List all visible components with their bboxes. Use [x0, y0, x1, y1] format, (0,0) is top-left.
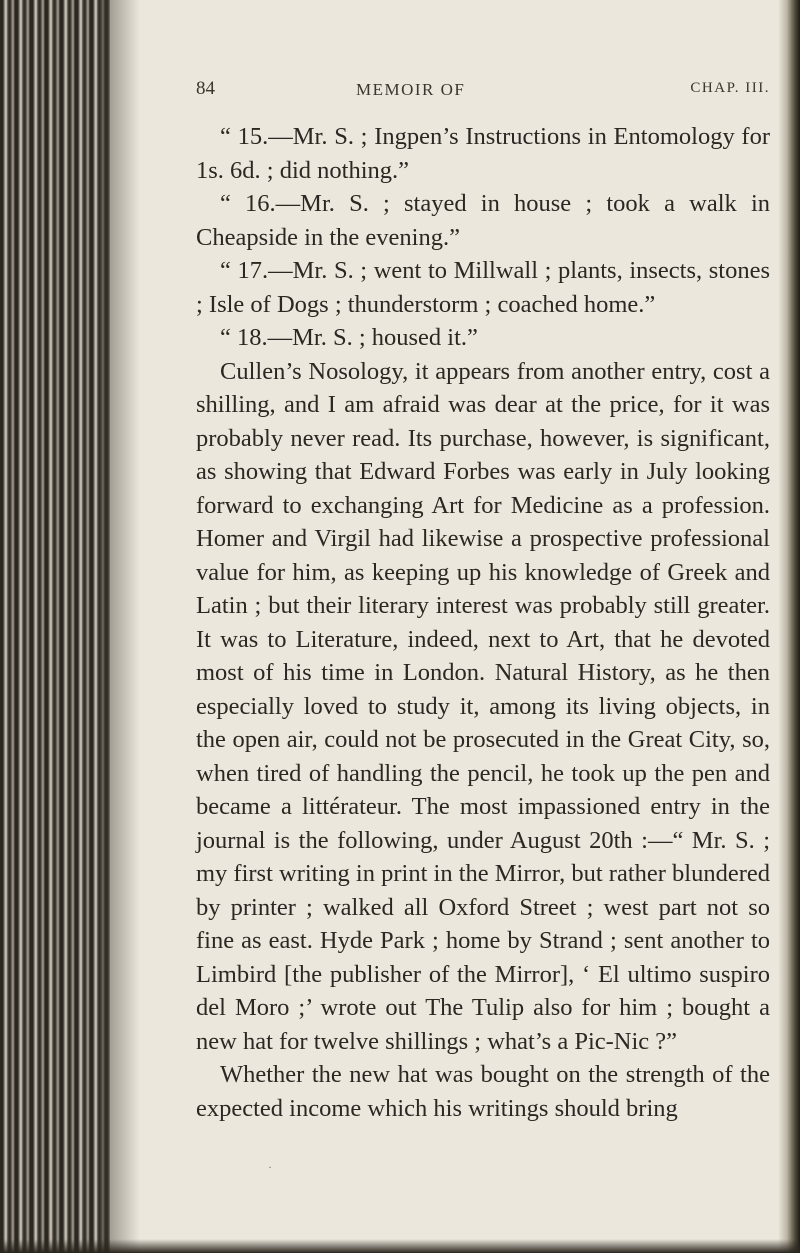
chapter-label: CHAP. III. — [690, 80, 770, 96]
journal-entry-18: “ 18.—Mr. S. ; housed it.” — [220, 324, 478, 351]
running-title: MEMOIR OF — [356, 80, 466, 99]
page-right-edge — [778, 0, 800, 1253]
book-binding-shadow — [0, 0, 110, 1253]
footer-mark: · — [268, 1160, 272, 1174]
page-number: 84 — [196, 78, 215, 99]
journal-entry-17: “ 17.—Mr. S. ; went to Millwall ; plants, insects, stones ; Isle of Dogs ; thunderstorm ; coached home.” — [196, 257, 770, 318]
paragraph-new-hat: Whether the new hat was bought on the strength of the expected income which his writings should bring — [196, 1061, 770, 1122]
page-bottom-edge — [0, 1239, 800, 1253]
book-page — [196, 78, 770, 1125]
running-head — [196, 78, 770, 106]
body-text — [196, 120, 770, 1125]
paragraph-cullens-nosology: Cullen’s Nosology, it appears from another entry, cost a shilling, and I am afraid was dear at the price, for it was probably never read. Its purchase, however, is significant, as showing that Edward Forbes was early in July looking forward to exchanging Art for Medicine as a profession. Homer and Virgil had likewise a prospective professional value for him, as keeping up his knowledge of Greek and Latin ; but their literary interest was probably still greater. It was to Literature, indeed, next to Art, that he devoted most of his time in London. Natural History, as he then especially loved to study it, among its living objects, in the open air, could not be prosecuted in the Great City, so, when tired of handling the pencil, he took up the pen and became a littérateur. The most impassioned entry in the journal is the following, under August 20th :—“ Mr. S. ; my first writing in print in the Mirror, but rather blundered by printer ; walked all Oxford Street ; west part not so fine as east. Hyde Park ; home by Strand ; sent another to Limbird [the publisher of the Mirror], ‘ El ultimo suspiro del Moro ;’ wrote out The Tulip also for him ; bought a new hat for twelve shillings ; what’s a Pic-Nic ?” — [196, 357, 770, 1055]
gutter-shadow — [100, 0, 140, 1253]
journal-entry-16: “ 16.—Mr. S. ; stayed in house ; took a walk in Cheapside in the evening.” — [196, 190, 770, 251]
journal-entry-15: “ 15.—Mr. S. ; Ingpen’s Instructions in Entomology for 1s. 6d. ; did nothing.” — [196, 123, 770, 184]
